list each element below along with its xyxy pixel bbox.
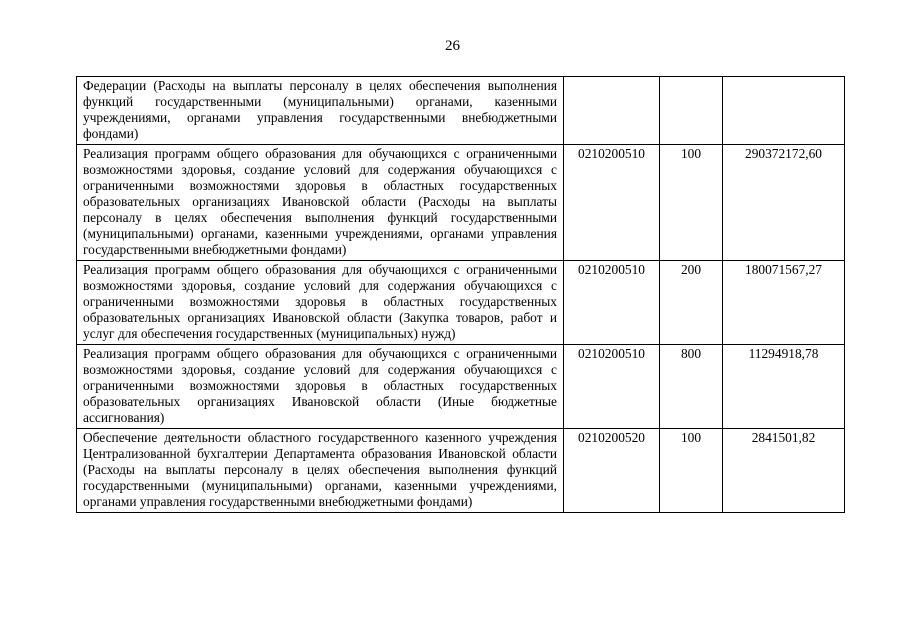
table-row	[77, 261, 845, 345]
table-row	[77, 429, 845, 513]
row-description: Реализация программ общего образования для обучающихся с ограниченными возможностями здоровья, создание условий для содержания обучающихся с ограниченными возможностями здоровья в областных государственных образовательных организациях Ивановской области (Закупка товаров, работ и услуг для обеспечения государственных (муниципальных) нужд)	[77, 261, 564, 345]
page-number: 26	[445, 38, 460, 54]
row-amount: 11294918,78	[723, 345, 845, 429]
table-row	[77, 77, 845, 145]
row-description: Федерации (Расходы на выплаты персоналу в целях обеспечения выполнения функций государственными (муниципальными) органами, казенными учреждениями, органами управления государственными внебюджетными фондами)	[77, 77, 564, 145]
table-row	[77, 345, 845, 429]
row-amount: 2841501,82	[723, 429, 845, 513]
row-description: Обеспечение деятельности областного государственного казенного учреждения Централизованной бухгалтерии Департамента образования Ивановской области (Расходы на выплаты персоналу в целях обеспечения выполнения функций государственными (муниципальными) органами, казенными учреждениями, органами управления государственными внебюджетными фондами)	[77, 429, 564, 513]
row-expense-type: 200	[660, 261, 723, 345]
row-amount: 290372172,60	[723, 145, 845, 261]
row-amount: 180071567,27	[723, 261, 845, 345]
row-target-code: 0210200510	[564, 145, 660, 261]
row-target-code: 0210200510	[564, 345, 660, 429]
row-amount	[723, 77, 845, 145]
row-expense-type: 800	[660, 345, 723, 429]
row-target-code	[564, 77, 660, 145]
row-expense-type	[660, 77, 723, 145]
row-target-code: 0210200520	[564, 429, 660, 513]
row-description: Реализация программ общего образования для обучающихся с ограниченными возможностями здоровья, создание условий для содержания обучающихся с ограниченными возможностями здоровья в областных государственных образовательных организациях Ивановской области (Расходы на выплаты персоналу в целях обеспечения выполнения функций государственными (муниципальными) органами, казенными учреждениями, органами управления государственными внебюджетными фондами)	[77, 145, 564, 261]
row-description: Реализация программ общего образования для обучающихся с ограниченными возможностями здоровья, создание условий для содержания обучающихся с ограниченными возможностями здоровья в областных государственных образовательных организациях Ивановской области (Иные бюджетные ассигнования)	[77, 345, 564, 429]
row-expense-type: 100	[660, 145, 723, 261]
row-target-code: 0210200510	[564, 261, 660, 345]
row-expense-type: 100	[660, 429, 723, 513]
budget-table	[76, 76, 845, 513]
table-row	[77, 145, 845, 261]
